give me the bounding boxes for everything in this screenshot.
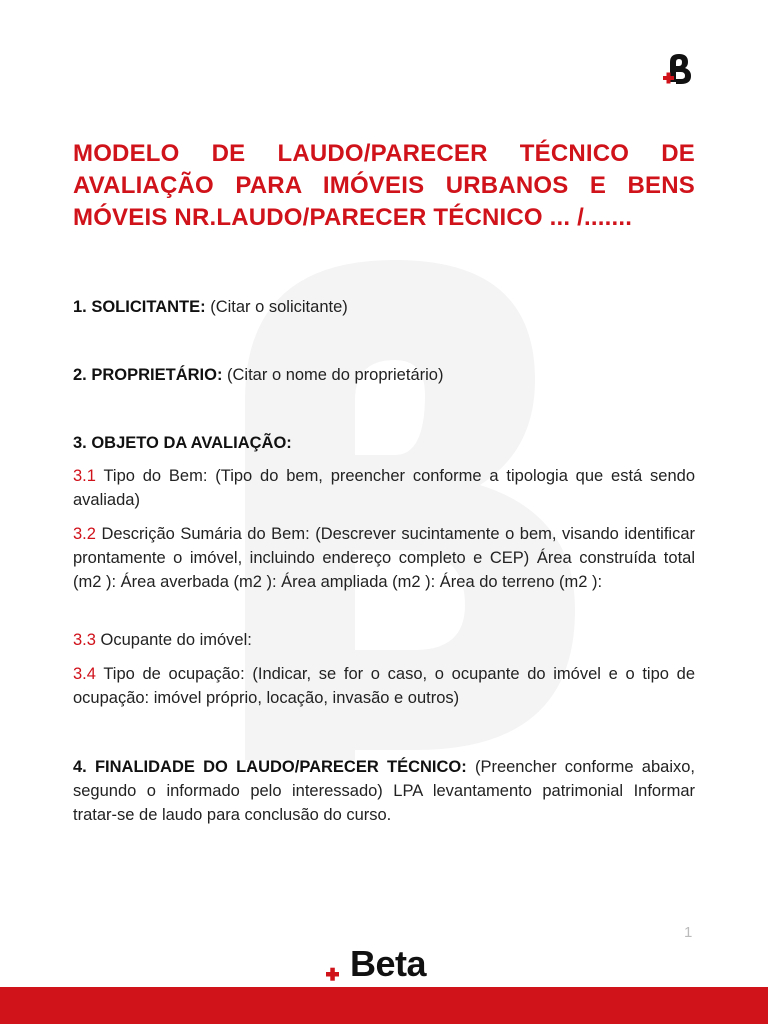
section-solicitante — [73, 295, 695, 319]
section-finalidade — [73, 755, 695, 827]
section-text: (Preencher conforme abaixo, segundo o informado pelo interessado) LPA levantamento patrimonial Informar tratar-se de laudo para conclusão do curso. — [73, 758, 695, 824]
item-number: 3.1 — [73, 467, 96, 485]
section-label: 3. OBJETO DA AVALIAÇÃO: — [73, 434, 292, 452]
item-text: Ocupante do imóvel: — [95, 631, 252, 649]
document-title: MODELO DE LAUDO/PARECER TÉCNICO DE AVALIAÇÃO PARA IMÓVEIS URBANOS E BENS MÓVEIS NR.LAUDO/PARECER TÉCNICO ... /....... — [73, 140, 695, 231]
item-3-2 — [73, 522, 695, 594]
page-number: 1 — [684, 924, 693, 941]
item-3-3 — [73, 628, 695, 652]
item-text: Descrição Sumária do Bem: (Descrever sucintamente o bem, visando identificar prontamente o imóvel, incluindo endereço completo e CEP) Área construída total (m2 ): Área averbada (m2 ): Área ampliada (m2 ): Área do terreno (m2 ): — [73, 525, 695, 591]
item-3-4 — [73, 662, 695, 710]
item-number: 3.4 — [73, 665, 96, 683]
section-proprietario — [73, 363, 695, 387]
section-objeto-heading — [73, 431, 695, 455]
section-label: 2. PROPRIETÁRIO: — [73, 366, 223, 384]
item-text: Tipo do Bem: (Tipo do bem, preencher conforme a tipologia que está sendo avaliada) — [73, 467, 695, 509]
section-text: (Citar o nome do proprietário) — [222, 366, 444, 384]
item-text: Tipo de ocupação: (Indicar, se for o caso, o ocupante do imóvel e o tipo de ocupação: imóvel próprio, locação, invasão e outros) — [73, 665, 695, 707]
section-label: 4. FINALIDADE DO LAUDO/PARECER TÉCNICO: — [73, 758, 467, 776]
beta-logo-icon — [662, 52, 696, 86]
item-number: 3.3 — [73, 631, 96, 649]
item-number: 3.2 — [73, 525, 96, 543]
section-label: 1. SOLICITANTE: — [73, 298, 206, 316]
section-text: (Citar o solicitante) — [205, 298, 348, 316]
item-3-1 — [73, 464, 695, 512]
footer-bar — [0, 987, 768, 1024]
footer-brand: Beta — [350, 943, 427, 984]
